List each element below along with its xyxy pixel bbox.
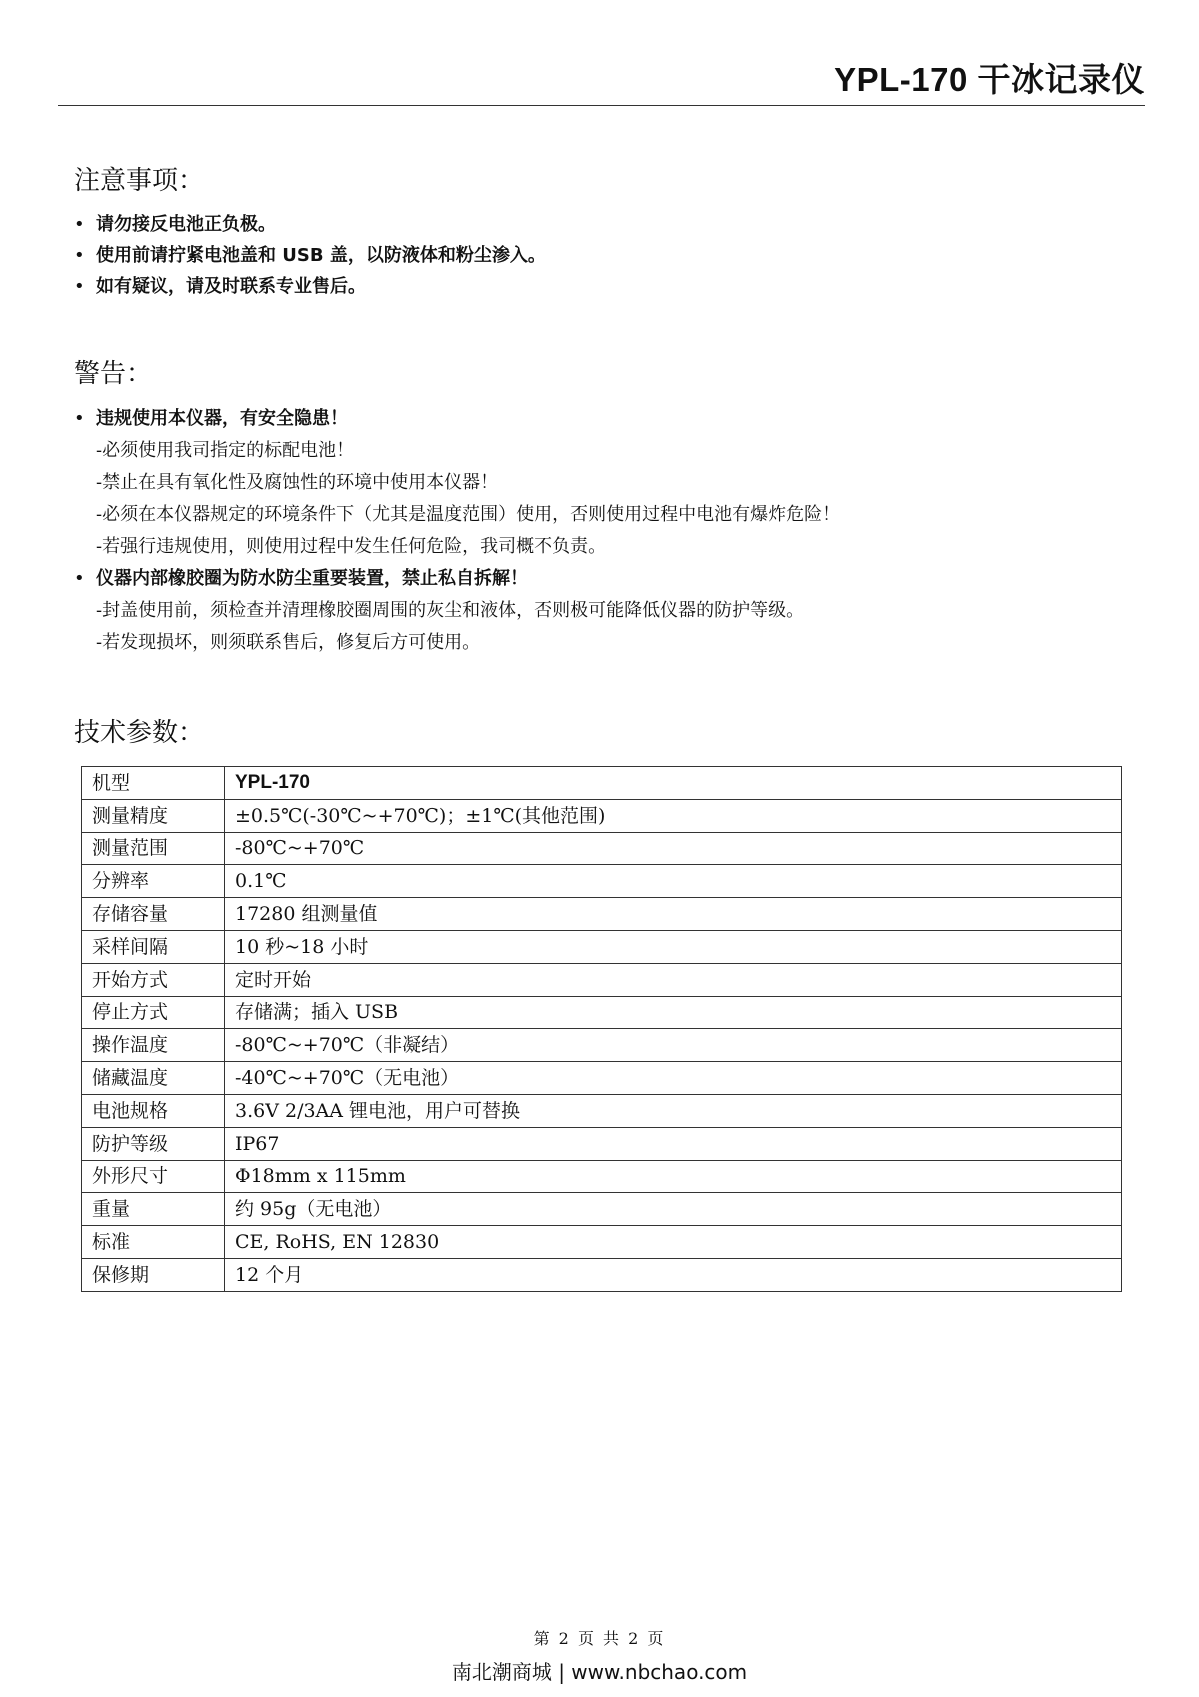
warning-heading: 警告： — [74, 359, 153, 389]
table-row — [82, 1193, 1122, 1226]
table-row — [82, 1062, 1122, 1095]
notes-item: • 请勿接反电池正负极。 — [74, 209, 546, 240]
table-row — [82, 1127, 1122, 1160]
spec-value: YPL-170 — [225, 767, 1122, 800]
notes-heading: 注意事项： — [74, 166, 205, 196]
spec-value: 0.1℃ — [225, 865, 1122, 898]
warning-line: -若发现损坏，则须联系售后，修复后方可使用。 — [96, 632, 481, 653]
warning-line: -必须在本仪器规定的环境条件下（尤其是温度范围）使用，否则使用过程中电池有爆炸危险！ — [96, 504, 841, 525]
warning-item-head: • 违规使用本仪器，有安全隐患！ — [74, 403, 1134, 435]
table-row — [82, 1160, 1122, 1193]
spec-key: 机型 — [82, 767, 225, 800]
specs-heading: 技术参数： — [74, 718, 205, 748]
table-row — [82, 767, 1122, 800]
table-row — [82, 996, 1122, 1029]
spec-key: 储藏温度 — [82, 1062, 225, 1095]
spec-key: 防护等级 — [82, 1127, 225, 1160]
spec-key: 测量精度 — [82, 799, 225, 832]
table-row — [82, 898, 1122, 931]
table-row — [82, 963, 1122, 996]
site-footer: 南北潮商城 | www.nbchao.com — [451, 1660, 748, 1684]
spec-value: -80℃~+70℃（非凝结） — [225, 1029, 1122, 1062]
spec-key: 分辨率 — [82, 865, 225, 898]
notes-list — [74, 209, 546, 302]
table-row — [82, 832, 1122, 865]
table-row — [82, 865, 1122, 898]
spec-key: 操作温度 — [82, 1029, 225, 1062]
warning-line: -若强行违规使用，则使用过程中发生任何危险，我司概不负责。 — [96, 536, 607, 557]
notes-item: • 如有疑议，请及时联系专业售后。 — [74, 271, 546, 302]
page-number: 第 2 页 共 2 页 — [533, 1629, 666, 1648]
table-row — [82, 930, 1122, 963]
spec-key: 测量范围 — [82, 832, 225, 865]
warning-line: -封盖使用前，须检查并清理橡胶圈周围的灰尘和液体，否则极可能降低仪器的防护等级。 — [96, 600, 805, 621]
warning-line: -禁止在具有氧化性及腐蚀性的环境中使用本仪器！ — [96, 472, 499, 493]
spec-value: 定时开始 — [225, 963, 1122, 996]
spec-value: 存储满；插入 USB — [225, 996, 1122, 1029]
spec-key: 外形尺寸 — [82, 1160, 225, 1193]
spec-key: 采样间隔 — [82, 930, 225, 963]
spec-value: Φ18mm x 115mm — [225, 1160, 1122, 1193]
spec-value: 12 个月 — [225, 1258, 1122, 1291]
table-row — [82, 1258, 1122, 1291]
spec-value: ±0.5℃(-30℃~+70℃)；±1℃(其他范围) — [225, 799, 1122, 832]
warning-line: -必须使用我司指定的标配电池！ — [96, 440, 355, 461]
spec-value: IP67 — [225, 1127, 1122, 1160]
spec-value: 约 95g（无电池） — [225, 1193, 1122, 1226]
table-row — [82, 1226, 1122, 1259]
spec-key: 重量 — [82, 1193, 225, 1226]
warning-item-head: • 仪器内部橡胶圈为防水防尘重要装置，禁止私自拆解！ — [74, 563, 1134, 595]
spec-value: 3.6V 2/3AA 锂电池，用户可替换 — [225, 1094, 1122, 1127]
notes-item: • 使用前请拧紧电池盖和 USB 盖，以防液体和粉尘渗入。 — [74, 240, 546, 271]
header-divider — [58, 105, 1145, 106]
table-row — [82, 799, 1122, 832]
table-row — [82, 1029, 1122, 1062]
spec-value: 17280 组测量值 — [225, 898, 1122, 931]
spec-table — [81, 766, 1122, 1292]
spec-value: 10 秒~18 小时 — [225, 930, 1122, 963]
warning-list — [74, 403, 1134, 659]
spec-key: 停止方式 — [82, 996, 225, 1029]
spec-key: 开始方式 — [82, 963, 225, 996]
spec-value: -40℃~+70℃（无电池） — [225, 1062, 1122, 1095]
spec-key: 存储容量 — [82, 898, 225, 931]
spec-key: 保修期 — [82, 1258, 225, 1291]
spec-value: CE, RoHS, EN 12830 — [225, 1226, 1122, 1259]
document-title: YPL-170 干冰记录仪 — [834, 61, 1145, 98]
spec-value: -80℃~+70℃ — [225, 832, 1122, 865]
spec-key: 标准 — [82, 1226, 225, 1259]
table-row — [82, 1094, 1122, 1127]
spec-key: 电池规格 — [82, 1094, 225, 1127]
